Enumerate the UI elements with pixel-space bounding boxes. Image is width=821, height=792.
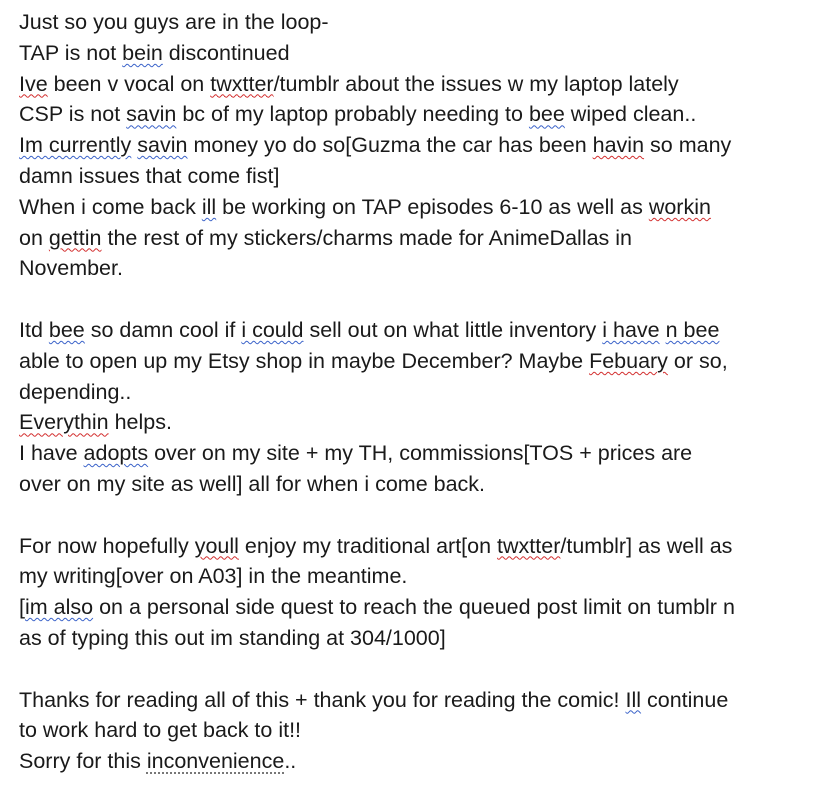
spelling-error-word: gettin — [48, 225, 102, 250]
text-segment: bc of my laptop probably needing to — [176, 102, 529, 127]
text-line — [19, 223, 809, 254]
text-segment: my writing[over on A03] in the meantime. — [19, 564, 408, 589]
text-line — [19, 469, 809, 500]
grammar-flag-word: i have — [602, 317, 660, 342]
text-line — [19, 531, 809, 562]
grammar-flag-word: n bee — [665, 317, 720, 342]
text-segment: as of typing this out im standing at 304/1000] — [19, 625, 446, 650]
spelling-error-word: workin — [648, 194, 711, 219]
text-segment: the rest of my stickers/charms made for AnimeDallas in — [101, 225, 633, 250]
text-line — [19, 284, 809, 315]
grammar-flag-word: ill — [201, 194, 217, 219]
text-segment: /tumblr] as well as — [560, 533, 733, 558]
text-segment: Sorry for this — [19, 749, 147, 774]
spelling-error-word: Everythin — [19, 410, 109, 435]
text-segment: TAP is not — [19, 40, 123, 65]
text-line — [19, 377, 809, 408]
text-line — [19, 161, 809, 192]
grammar-flag-word: bein — [122, 40, 163, 65]
text-segment: sell out on what little inventory — [303, 317, 603, 342]
grammar-flag-word: i could — [241, 317, 304, 342]
text-segment — [19, 503, 25, 527]
text-segment: on — [19, 225, 49, 250]
text-segment: Itd — [19, 317, 49, 342]
style-suggestion-word: inconvenience — [146, 749, 285, 774]
spelling-error-word: youll — [194, 533, 239, 558]
text-segment: Thanks for reading all of this + thank you for reading the comic! — [19, 687, 626, 712]
grammar-flag-word: savin — [137, 133, 188, 158]
text-segment: depending.. — [19, 379, 132, 404]
text-segment: over on my site + my TH, commissions[TOS + prices are — [148, 441, 693, 466]
text-segment: I have — [19, 441, 84, 466]
text-line — [19, 561, 809, 592]
grammar-flag-word: savin — [126, 102, 177, 127]
text-line — [19, 38, 809, 69]
text-segment — [19, 287, 25, 311]
text-segment: so many — [644, 133, 732, 158]
text-segment: CSP is not — [19, 102, 127, 127]
text-segment: continue — [641, 687, 729, 712]
text-segment: so damn cool if — [84, 317, 242, 342]
grammar-flag-word: im also — [24, 595, 94, 620]
text-segment: able to open up my Etsy shop in maybe December? Maybe — [19, 348, 590, 373]
spelling-error-word: twxtter — [210, 71, 274, 96]
text-segment: Just so you guys are in the loop- — [19, 10, 329, 34]
text-line — [19, 500, 809, 531]
text-line — [19, 715, 809, 746]
text-line — [19, 346, 809, 377]
grammar-flag-word: bee — [528, 102, 565, 127]
spelling-error-word: twxtter — [497, 533, 561, 558]
text-line — [19, 99, 809, 130]
text-segment: /tumblr about the issues w my laptop lately — [273, 71, 679, 96]
text-segment: discontinued — [162, 40, 290, 65]
text-segment: be working on TAP episodes 6-10 as well as — [216, 194, 649, 219]
text-line — [19, 315, 809, 346]
grammar-flag-word: bee — [48, 317, 85, 342]
text-segment: money yo do so[Guzma the car has been — [187, 133, 593, 158]
text-segment: damn issues that come fist] — [19, 163, 280, 188]
text-line — [19, 746, 809, 777]
spelling-error-word: Ive — [19, 71, 48, 96]
text-line — [19, 130, 809, 161]
text-segment: For now hopefully — [19, 533, 195, 558]
text-line — [19, 685, 809, 716]
text-segment: over on my site as well] all for when i come back. — [19, 471, 486, 496]
text-segment — [19, 657, 25, 681]
document-body[interactable] — [19, 7, 809, 777]
text-segment: enjoy my traditional art[on — [238, 533, 498, 558]
spelling-error-word: havin — [592, 133, 645, 158]
text-segment: or so, — [667, 348, 728, 373]
text-line — [19, 592, 809, 623]
text-segment: November. — [19, 256, 123, 281]
spelling-error-word: Febuary — [589, 348, 668, 373]
text-segment: been v vocal on — [47, 71, 211, 96]
text-line — [19, 7, 809, 38]
text-line — [19, 253, 809, 284]
grammar-flag-word: adopts — [83, 441, 149, 466]
text-segment: helps. — [108, 410, 172, 435]
grammar-flag-word: Im currently — [19, 133, 132, 158]
grammar-flag-word: Ill — [625, 687, 642, 712]
text-line — [19, 438, 809, 469]
text-segment: When i come back — [19, 194, 202, 219]
text-segment: to work hard to get back to it!! — [19, 718, 302, 743]
text-line — [19, 192, 809, 223]
text-segment: .. — [284, 749, 297, 774]
text-line — [19, 407, 809, 438]
text-line — [19, 654, 809, 685]
text-segment: [ — [19, 595, 25, 620]
text-line — [19, 69, 809, 100]
text-line — [19, 623, 809, 654]
text-segment: wiped clean.. — [564, 102, 697, 127]
text-segment: on a personal side quest to reach the queued post limit on tumblr n — [93, 595, 735, 620]
